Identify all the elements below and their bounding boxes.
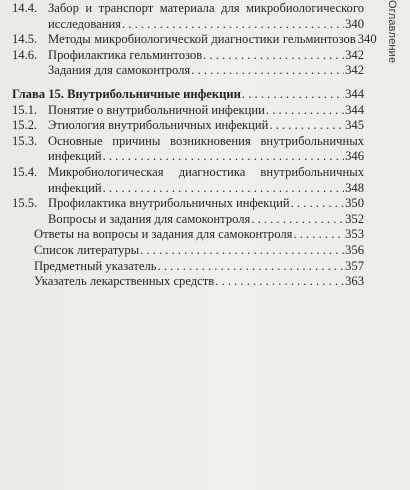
toc-entry-self-check-14[interactable] bbox=[12, 63, 364, 79]
toc-page-number: 340 bbox=[357, 32, 377, 47]
toc-entry-title-line2: исследования bbox=[48, 16, 121, 31]
toc-entry-title: Понятие о внутрибольничной инфекции bbox=[48, 102, 265, 117]
toc-page-number: 340 bbox=[345, 16, 364, 31]
toc-entry-14-6[interactable] bbox=[12, 48, 364, 64]
toc-entry-drug-index[interactable] bbox=[12, 274, 364, 290]
toc-page-number: 350 bbox=[345, 196, 364, 211]
toc-entry-title-line2: инфекций bbox=[48, 149, 102, 164]
toc-chapter-title: Глава 15. Внутрибольничные инфекции bbox=[12, 86, 241, 101]
toc-page-number: 342 bbox=[345, 63, 364, 78]
toc-entry-subject-index[interactable] bbox=[12, 259, 364, 275]
dot-leader bbox=[269, 118, 344, 134]
toc-entry-number: 15.4. bbox=[12, 164, 38, 179]
toc-page-number: 356 bbox=[345, 242, 364, 257]
toc-entry-14-4[interactable] bbox=[12, 1, 364, 32]
toc-page-number: 352 bbox=[345, 211, 364, 226]
toc-entry-number: 15.2. bbox=[12, 118, 38, 133]
toc-entry-15-4[interactable] bbox=[12, 165, 364, 196]
toc-entry-questions-15[interactable] bbox=[12, 212, 364, 228]
dot-leader bbox=[215, 274, 344, 290]
dot-leader bbox=[251, 212, 344, 228]
toc-entry-15-1[interactable] bbox=[12, 103, 364, 119]
toc-chapter-15[interactable] bbox=[12, 87, 364, 103]
toc-page-number: 342 bbox=[345, 47, 364, 62]
toc-entry-title-line2: инфекций bbox=[48, 180, 102, 195]
toc-page-number: 348 bbox=[345, 180, 364, 195]
toc-entry-number: 15.1. bbox=[12, 102, 38, 117]
running-header-side: Оглавление bbox=[386, 0, 398, 64]
dot-leader bbox=[103, 149, 345, 165]
toc-page-number: 353 bbox=[345, 227, 364, 242]
toc-entry-title: Этиология внутрибольничных инфекций bbox=[48, 118, 269, 133]
section-gap bbox=[12, 79, 364, 87]
dot-leader bbox=[291, 196, 345, 212]
toc-entry-number: 15.5. bbox=[12, 196, 38, 211]
table-of-contents bbox=[12, 1, 377, 290]
toc-entry-number: 14.5. bbox=[12, 32, 38, 47]
toc-entry-title: Методы микробиологической диагностики гельминтозов bbox=[48, 32, 356, 47]
dot-leader bbox=[293, 227, 344, 243]
toc-entry-title: Список литературы bbox=[34, 242, 140, 257]
dot-leader bbox=[191, 63, 344, 79]
toc-entry-title: Профилактика внутрибольничных инфекций bbox=[48, 196, 290, 211]
toc-entry-15-5[interactable] bbox=[12, 196, 364, 212]
dot-leader bbox=[242, 87, 344, 103]
toc-page-number: 346 bbox=[345, 149, 364, 164]
toc-entry-title-line1: Микробиологическая диагностика внутрибольничных bbox=[48, 164, 364, 179]
toc-entry-15-3[interactable] bbox=[12, 134, 364, 165]
toc-entry-title-line1: Основные причины возникновения внутрибольничных bbox=[48, 133, 364, 148]
toc-page-number: 344 bbox=[345, 86, 364, 101]
toc-entry-title: Предметный указатель bbox=[34, 258, 157, 273]
dot-leader bbox=[203, 48, 344, 64]
dot-leader bbox=[158, 259, 345, 275]
toc-entry-number: 14.6. bbox=[12, 47, 38, 62]
toc-entry-number: 15.3. bbox=[12, 133, 38, 148]
toc-entry-title-line1: Забор и транспорт материала для микробиологического bbox=[48, 1, 364, 15]
toc-entry-15-2[interactable] bbox=[12, 118, 364, 134]
toc-entry-answers[interactable] bbox=[12, 227, 364, 243]
toc-entry-bibliography[interactable] bbox=[12, 243, 364, 259]
toc-page-number: 345 bbox=[345, 118, 364, 133]
toc-entry-title: Задания для самоконтроля bbox=[48, 63, 191, 78]
toc-entry-number: 14.4. bbox=[12, 1, 38, 15]
toc-entry-title: Вопросы и задания для самоконтроля bbox=[48, 211, 251, 226]
toc-page-number: 344 bbox=[345, 102, 364, 117]
toc-entry-title: Профилактика гельминтозов bbox=[48, 47, 203, 62]
toc-page-number: 363 bbox=[345, 274, 364, 289]
toc-page-number: 357 bbox=[345, 258, 364, 273]
dot-leader bbox=[266, 103, 344, 119]
toc-entry-14-5[interactable] bbox=[12, 32, 377, 48]
dot-leader bbox=[103, 181, 345, 197]
toc-entry-title: Ответы на вопросы и задания для самоконтроля bbox=[34, 227, 293, 242]
toc-entry-title: Указатель лекарственных средств bbox=[34, 274, 215, 289]
dot-leader bbox=[140, 243, 344, 259]
dot-leader bbox=[122, 17, 344, 33]
